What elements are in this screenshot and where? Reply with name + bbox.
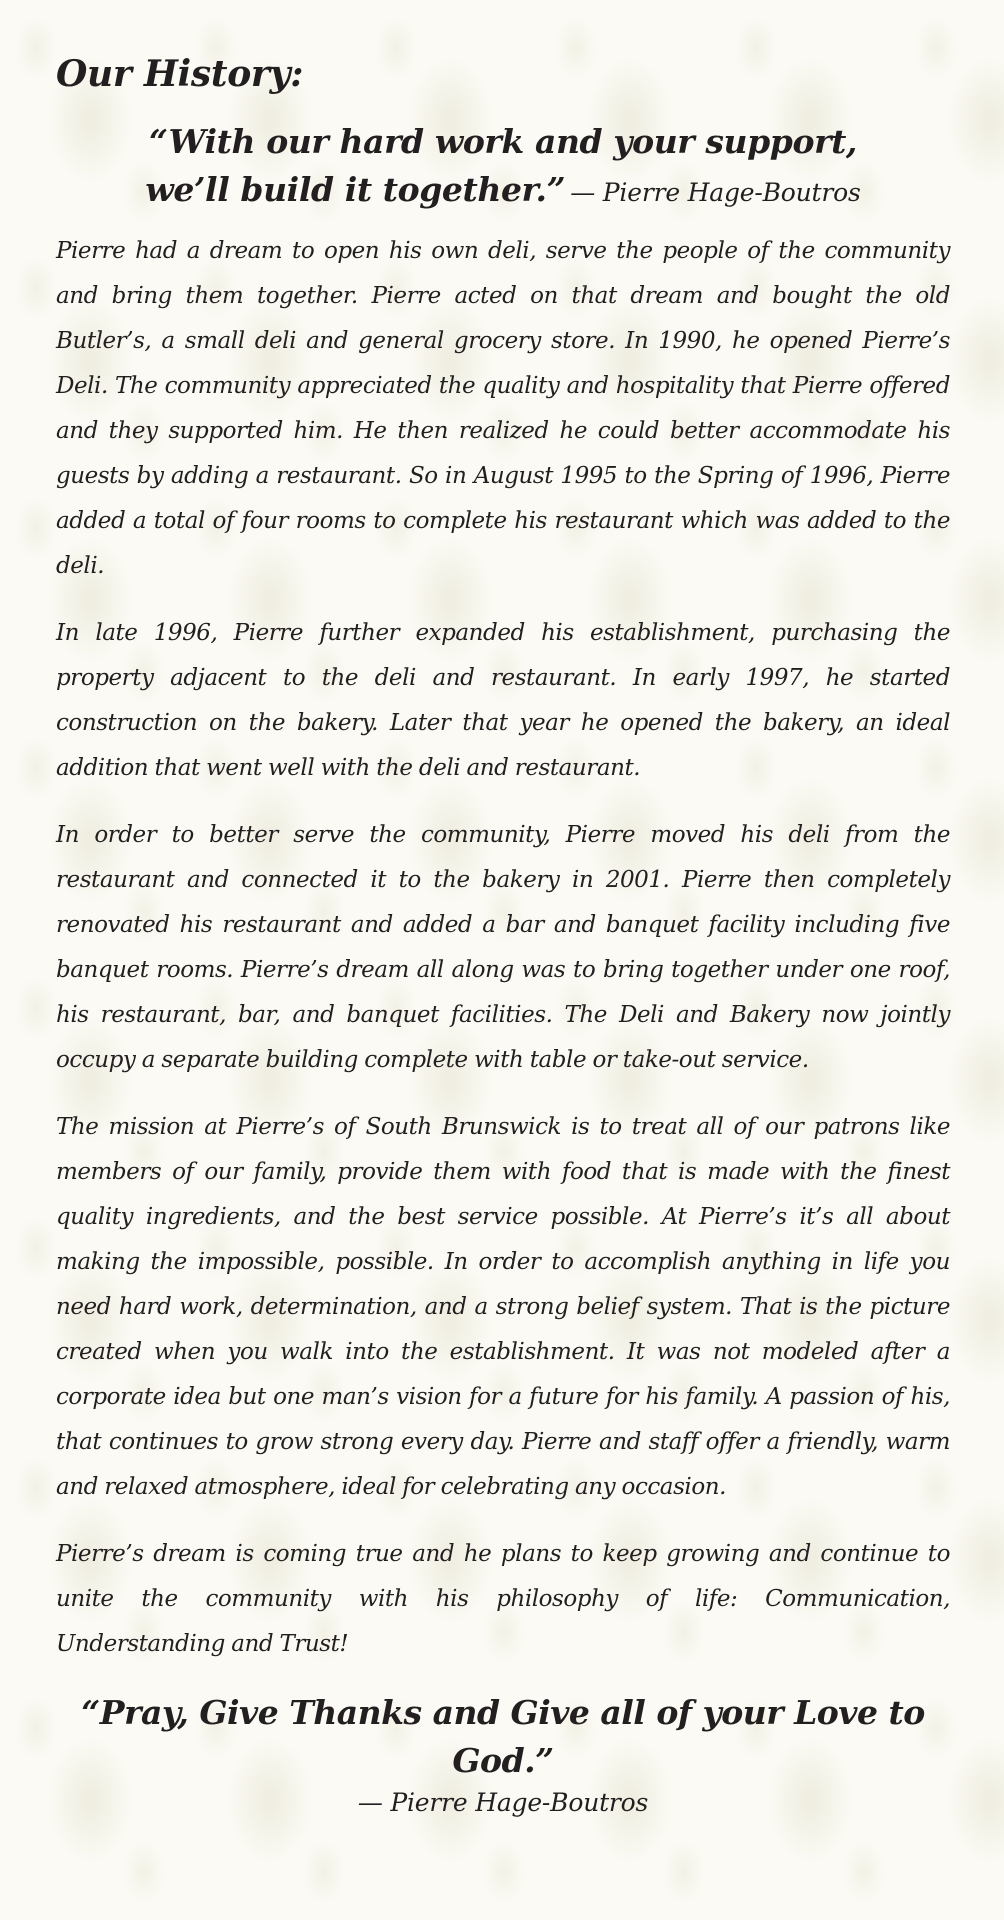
top-quote-attribution: — Pierre Hage-Boutros [570,178,861,207]
history-page [56,50,950,1821]
page-title: Our History: [56,53,304,95]
bottom-quote [56,1689,950,1821]
mission-paragraph: The mission at Pierre’s of South Brunswick is to treat all of our patrons like members of our family, provide them with food that is made with the finest quality ingredients, and the best service possible. At Pierre’s it’s all about making the impossible, possible. In order to accomplish anything in life you need hard work, determination, and a strong belief system. That is the picture created when you walk into the establishment. It was not modeled after a corporate idea but one man’s vision for a future for his family. A passion of his, that continues to grow strong every day. Pierre and staff offer a friendly, warm and relaxed atmosphere, ideal for celebrating any occasion. [56,1114,950,1500]
bottom-quote-text: “Pray, Give Thanks and Give all of your Love to God.” [81,1693,925,1780]
history-paragraph-3: In order to better serve the community, Pierre moved his deli from the restaurant and connected it to the bakery in 2001. Pierre then completely renovated his restaurant and added a bar and banquet facility including five banquet rooms. Pierre’s dream all along was to bring together under one roof, his restaurant, bar, and banquet facilities. The Deli and Bakery now jointly occupy a separate building complete with table or take-out service. [56,822,950,1073]
bottom-quote-attribution: — Pierre Hage-Boutros [357,1788,649,1817]
top-quote [56,114,950,209]
top-quote-line-1: “With our hard work and your support, [148,122,858,161]
closing-paragraph: Pierre’s dream is coming true and he plans to keep growing and continue to unite the community with his philosophy of life: Communication, Understanding and Trust! [56,1541,950,1657]
top-quote-line-2-wrap [145,170,861,209]
history-paragraph-2: In late 1996, Pierre further expanded his establishment, purchasing the property adjacent to the deli and restaurant. In early 1997, he started construction on the bakery. Later that year he opened the bakery, an ideal addition that went well with the deli and restaurant. [56,620,950,781]
history-paragraph-1: Pierre had a dream to open his own deli, serve the people of the community and bring them together. Pierre acted on that dream and bought the old Butler’s, a small deli and general grocery store. In 1990, he opened Pierre’s Deli. The community appreciated the quality and hospitality that Pierre offered and they supported him. He then realized he could better accommodate his guests by adding a restaurant. So in August 1995 to the Spring of 1996, Pierre added a total of four rooms to complete his restaurant which was added to the deli. [56,238,950,579]
top-quote-line-2: we’ll build it together.” [145,170,566,209]
